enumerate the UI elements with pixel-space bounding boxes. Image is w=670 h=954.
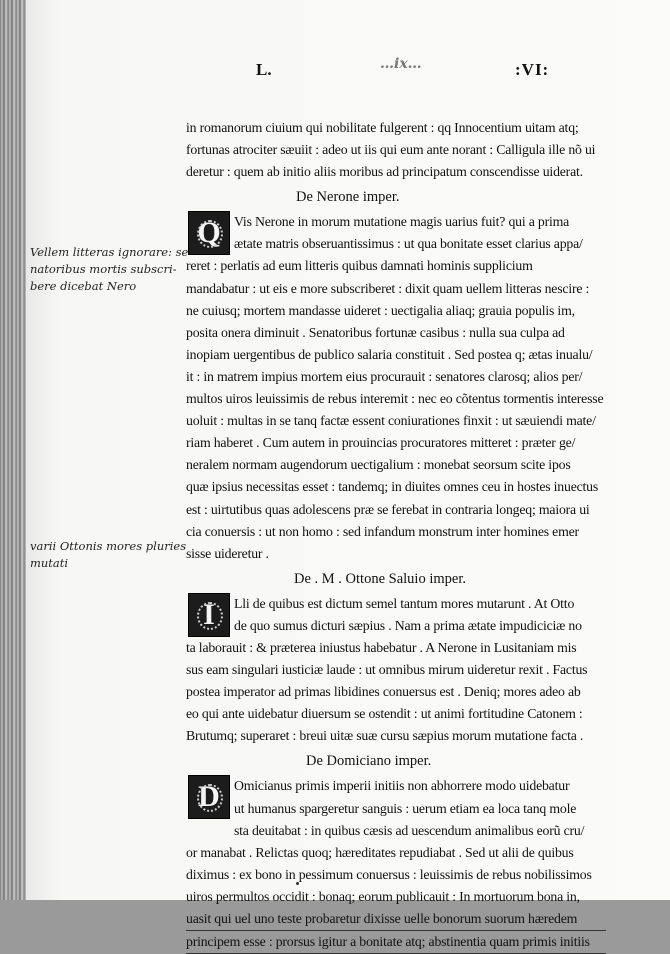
text-line: mandabatur : ut eis e more subscriberet : dixit quam uellem litteras nescire : <box>186 280 590 296</box>
marginal-line: varii Ottonis mores pluries <box>30 539 187 553</box>
domitian-paragraph <box>186 775 606 954</box>
text-line: in romanorum ciuium qui nobilitate fulgerent : qq Innocentium uitam atq; <box>186 120 579 135</box>
text-line: sta deuitabat : in quibus cæsis ad uescendum animalibus eorũ cru/ <box>234 822 585 838</box>
text-line: it : in matrem impius mortem eius procurauit : senatores clarosq; alios per/ <box>186 368 583 384</box>
text-line: eo qui ante uidebatur diuersum se ostendit : ut animi fortitudine Catonem : <box>186 706 583 722</box>
folio-number: :VI: <box>515 60 550 79</box>
header-handwritten-mark: …ix… <box>380 56 422 72</box>
main-text-block <box>186 117 606 954</box>
decorated-initial: Q <box>188 211 230 255</box>
marginal-line: bere dicebat Nero <box>30 279 137 293</box>
nero-paragraph <box>186 211 606 565</box>
text-line: ætate matris obseruantissimus : ut qua bonitate esset clarius appa/ <box>234 236 583 252</box>
text-line: Omicianus primis imperii initiis non abhorrere modo uidebatur <box>234 778 570 794</box>
section-heading-domitian: De Domiciano imper. <box>306 753 432 770</box>
marginal-line: mutati <box>30 556 69 570</box>
intro-paragraph <box>186 117 606 183</box>
section-heading-nero: De Nerone imper. <box>296 189 400 206</box>
marginal-line: Vellem litteras ignorare: se <box>30 245 189 259</box>
text-line: Vis Nerone in morum mutatione magis uarius fuit? qui a prima <box>234 214 570 230</box>
text-line: posita onera diminuit . Senatoribus fortunæ casibus : nulla sua culpa ad <box>186 324 565 340</box>
marginal-note-nero <box>30 244 188 295</box>
page-mark <box>296 882 299 885</box>
text-line: sisse uideretur . <box>186 545 269 561</box>
text-line: reret : perlatis ad eum litteris quibus damnati hominis supplicium <box>186 258 533 274</box>
text-line: multos uiros leuissimis de rebus interemit : nec eo cõtentus tormentis interesse <box>186 391 604 407</box>
text-line: riam haberet . Cum autem in prouincias procuratores mitteret : præter ge/ <box>186 435 576 451</box>
text-line: Lli de quibus est dictum semel tantum mores mutarunt . At Otto <box>234 595 575 611</box>
otto-paragraph <box>186 593 606 748</box>
text-line: uiros permultos occidit : bonaq; eorum publicauit : In mortuorum bona in, <box>186 888 580 904</box>
decorated-initial: I <box>188 593 230 637</box>
text-line: or manabat . Relictas quoq; hæreditates repudiabat . Sed ut alii de quibus <box>186 844 574 860</box>
text-line: fortunas atrociter sæuiit : adeo ut iis qui eum ante norant : Calligula ille nõ ui <box>186 142 596 158</box>
decorated-initial: D <box>188 775 230 819</box>
text-line: neralem normam augendorum uectigalium : monebat seorsum scite ipos <box>186 457 571 473</box>
book-binding-edge <box>0 0 26 900</box>
text-line: sus eam singulari iusticiæ laude : ut omnibus mirum uideretur rexit . Factus <box>186 662 588 678</box>
text-line: de quo sumus dicturi sæpius . Nam a prima ætate impudiciciæ no <box>234 617 582 633</box>
text-line: ut humanus spargeretur sanguis : uerum etiam ea loca tanq mole <box>234 800 577 816</box>
text-line: quæ ipsius necessitas esset : tandemq; in diuites omnes ceu in hostes inuectus <box>186 479 599 495</box>
text-line: deretur : quem ab initio aliis moribus ad principatum conscendisse uiderat. <box>186 164 583 180</box>
text-line: postea imperator ad primas libidines conuersus est . Deniq; mores adeo ab <box>186 684 581 700</box>
marginal-note-otto <box>30 538 186 572</box>
header-left: L. <box>256 60 272 79</box>
marginal-line: natoribus mortis subscri- <box>30 262 177 276</box>
text-line: ne cuiusq; mortem mandasse uideret : uectigalia aliaq; grauia populis im, <box>186 302 575 318</box>
underlined-text-line: principem esse : prorsus igitur a bonitate atq; abstinentia quam primis initiis <box>186 931 606 954</box>
text-line: diximus : ex bono in pessimum conuersus : leuissimis de rebus nobilissimos <box>186 866 592 882</box>
text-line: uoluit : multas in se tanq factæ essent coniurationes finxit : ut sæuiendi mate/ <box>186 413 596 429</box>
text-line: inopiam uergentibus de publico salaria constituit . Sed postea q; ætas inualu/ <box>186 346 593 362</box>
text-line: cia conuersis : ut non homo : sed infandum monstrum inter homines emer <box>186 523 579 539</box>
section-heading-otto: De . M . Ottone Saluio imper. <box>294 570 466 587</box>
underlined-text-line: uasit qui uel uno teste probaretur dixisse uelle bonorum suorum hæredem <box>186 908 606 931</box>
text-line: est : uirtutibus quas adolescens præ se ferebat in contraria longeq; maiora ui <box>186 501 590 517</box>
text-line: Brutumq; superaret : breui uitæ suæ cursu sæpius morum mutatione facta . <box>186 728 584 744</box>
text-line: ta laborauit : & præterea iniustus habebatur . A Nerone in Lusitaniam mis <box>186 639 577 655</box>
